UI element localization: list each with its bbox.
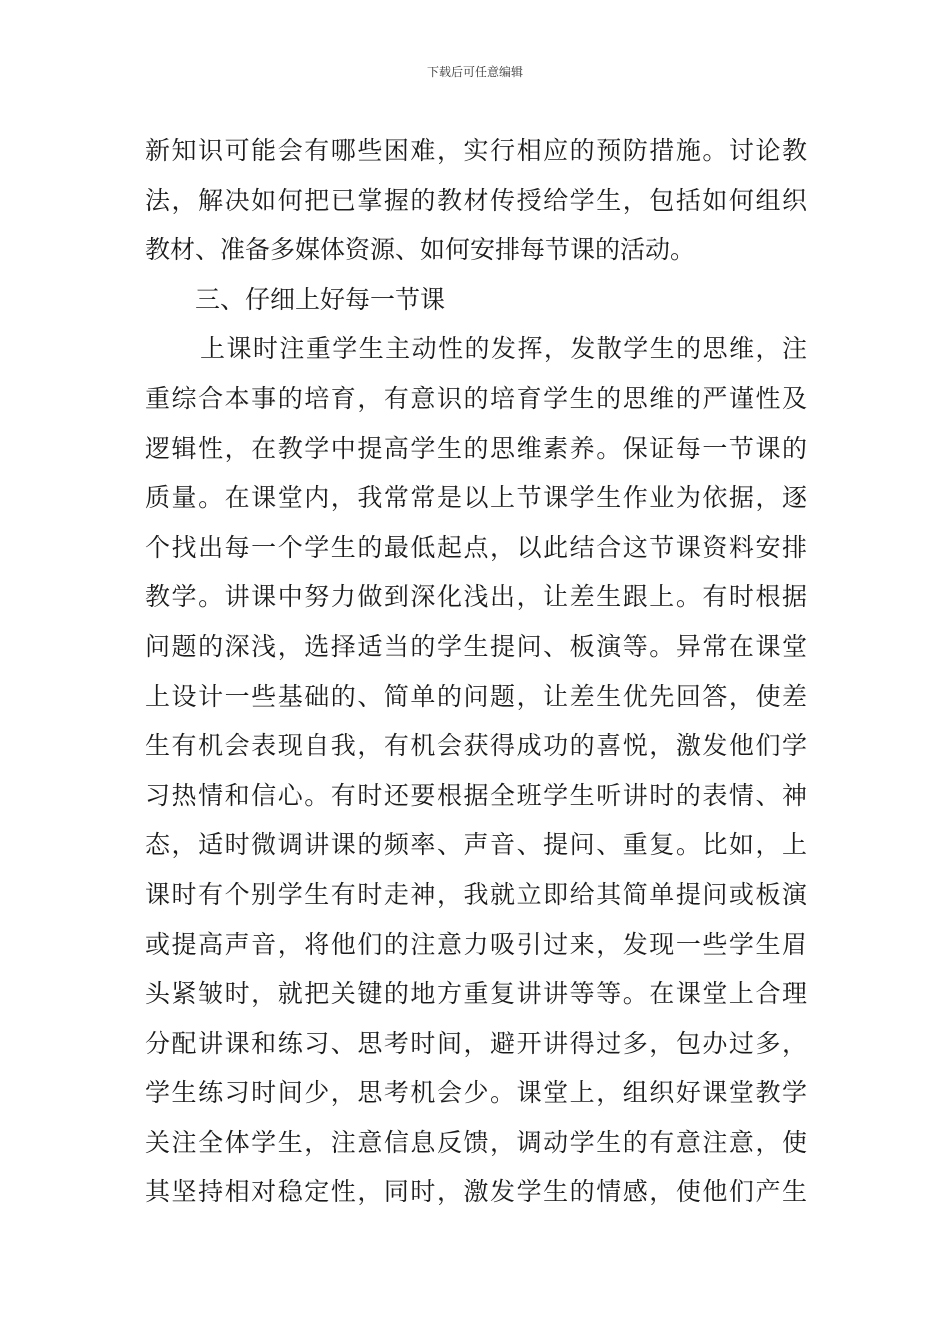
- text-line: 个找出每一个学生的最低起点，以此结合这节课资料安排: [145, 532, 807, 562]
- text-line: 问题的深浅，选择适当的学生提问、板演等。异常在课堂: [145, 631, 807, 661]
- text-line: 生有机会表现自我，有机会获得成功的喜悦，激发他们学: [145, 731, 807, 761]
- text-line: 态，适时微调讲课的频率、声音、提问、重复。比如，上: [145, 830, 807, 860]
- text-line: 新知识可能会有哪些困难，实行相应的预防措施。讨论教: [145, 136, 807, 165]
- text-line: 习热情和信心。有时还要根据全班学生听讲时的表情、神: [145, 780, 807, 810]
- text-line: 上设计一些基础的、简单的问题，让差生优先回答，使差: [145, 681, 807, 711]
- text-line: 重综合本事的培育，有意识的培育学生的思维的严谨性及: [145, 383, 807, 413]
- text-line: 上课时注重学生主动性的发挥，发散学生的思维，注: [200, 334, 807, 364]
- text-line: 法，解决如何把已掌握的教材传授给学生，包括如何组织: [145, 185, 807, 215]
- section-heading: 三、仔细上好每一节课: [195, 284, 446, 314]
- text-line: 关注全体学生，注意信息反馈，调动学生的有意注意，使: [145, 1127, 807, 1157]
- text-line: 其坚持相对稳定性，同时，激发学生的情感，使他们产生: [145, 1177, 807, 1207]
- text-line: 学生练习时间少，思考机会少。课堂上，组织好课堂教学: [145, 1078, 807, 1108]
- text-line: 质量。在课堂内，我常常是以上节课学生作业为依据，逐: [145, 483, 807, 513]
- text-line: 或提高声音，将他们的注意力吸引过来，发现一些学生眉: [145, 929, 807, 959]
- text-line: 逻辑性，在教学中提高学生的思维素养。保证每一节课的: [145, 433, 807, 463]
- text-line: 教材、准备多媒体资源、如何安排每节课的活动。: [145, 235, 696, 265]
- page-header: 下载后可任意编辑: [426, 65, 523, 79]
- text-line: 教学。讲课中努力做到深化浅出，让差生跟上。有时根据: [145, 582, 807, 612]
- text-line: 分配讲课和练习、思考时间，避开讲得过多，包办过多，: [145, 1028, 807, 1058]
- text-line: 头紧皱时，就把关键的地方重复讲讲等等。在课堂上合理: [145, 979, 807, 1009]
- text-line: 课时有个别学生有时走神，我就立即给其简单提问或板演: [145, 879, 807, 909]
- document-body: [145, 126, 807, 1217]
